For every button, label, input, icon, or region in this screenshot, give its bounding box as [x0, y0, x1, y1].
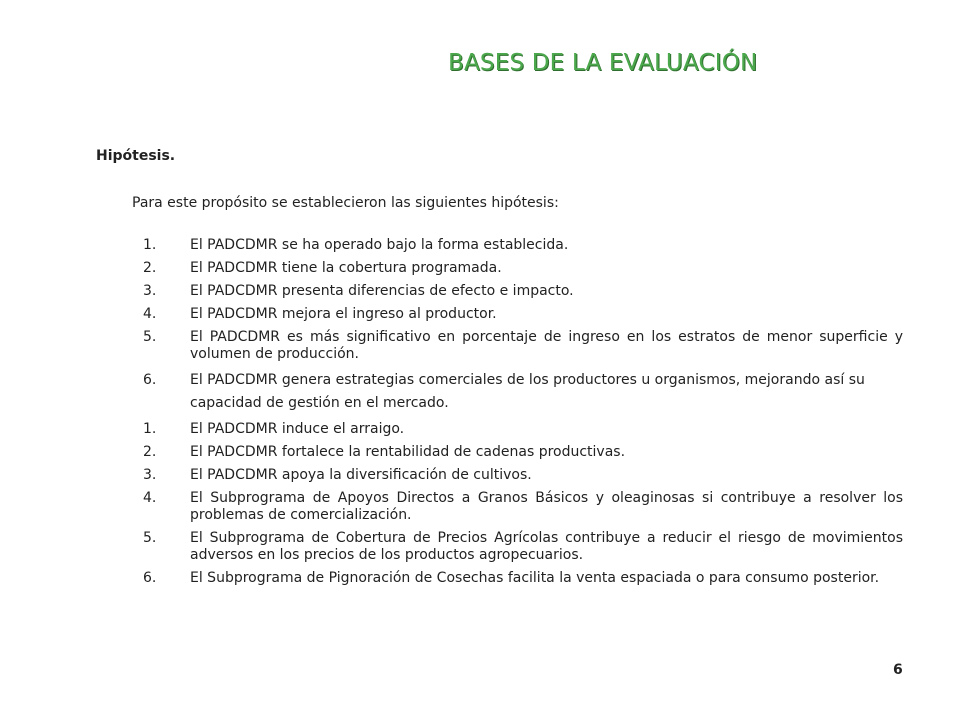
list-item	[143, 329, 903, 363]
list-item-number: 1.	[143, 237, 157, 253]
list-item-text: El Subprograma de Cobertura de Precios Agrícolas contribuye a reducir el riesgo de movimientos adversos en los precios de los productos agropecuarios.	[190, 530, 903, 563]
list-item	[143, 444, 903, 461]
list-item-number: 3.	[143, 467, 157, 483]
list-item-text: El PADCDMR genera estrategias comerciales de los productores u organismos, mejorando así su capacidad de gestión en el mercado.	[190, 372, 865, 411]
page-title: BASES DE LA EVALUACIÓN	[448, 50, 758, 76]
hypotheses-list	[143, 237, 903, 593]
list-item-number: 1.	[143, 421, 157, 437]
list-item-text: El PADCDMR se ha operado bajo la forma establecida.	[190, 237, 569, 253]
list-item-text: El Subprograma de Pignoración de Cosechas facilita la venta espaciada o para consumo posterior.	[190, 570, 880, 586]
list-item	[143, 530, 903, 564]
list-item-text: El PADCDMR fortalece la rentabilidad de cadenas productivas.	[190, 444, 626, 460]
list-item	[143, 467, 903, 484]
list-item	[143, 570, 903, 587]
list-item-number: 5.	[143, 530, 157, 546]
list-item-text: El PADCDMR induce el arraigo.	[190, 421, 405, 437]
list-item	[143, 283, 903, 300]
section-heading: Hipótesis.	[96, 148, 176, 164]
list-item-number: 6.	[143, 570, 157, 586]
list-item-text: El PADCDMR apoya la diversificación de cultivos.	[190, 467, 532, 483]
list-item-number: 5.	[143, 329, 157, 345]
page-number: 6	[893, 662, 903, 678]
list-item-number: 4.	[143, 306, 157, 322]
list-item	[143, 306, 903, 323]
list-item-text: El PADCDMR es más significativo en porcentaje de ingreso en los estratos de menor superficie y volumen de producción.	[190, 329, 903, 362]
intro-paragraph: Para este propósito se establecieron las siguientes hipótesis:	[132, 195, 559, 211]
list-item-text: El PADCDMR mejora el ingreso al productor.	[190, 306, 497, 322]
list-item-number: 4.	[143, 490, 157, 506]
list-item	[143, 421, 903, 438]
list-item-text: El Subprograma de Apoyos Directos a Granos Básicos y oleaginosas si contribuye a resolver los problemas de comercialización.	[190, 490, 903, 523]
list-item-number: 2.	[143, 444, 157, 460]
list-item	[143, 490, 903, 524]
list-item	[143, 369, 903, 415]
list-item-number: 6.	[143, 372, 157, 388]
list-item	[143, 237, 903, 254]
list-item-number: 2.	[143, 260, 157, 276]
list-item	[143, 260, 903, 277]
list-item-text: El PADCDMR presenta diferencias de efecto e impacto.	[190, 283, 574, 299]
list-item-text: El PADCDMR tiene la cobertura programada.	[190, 260, 502, 276]
list-item-number: 3.	[143, 283, 157, 299]
